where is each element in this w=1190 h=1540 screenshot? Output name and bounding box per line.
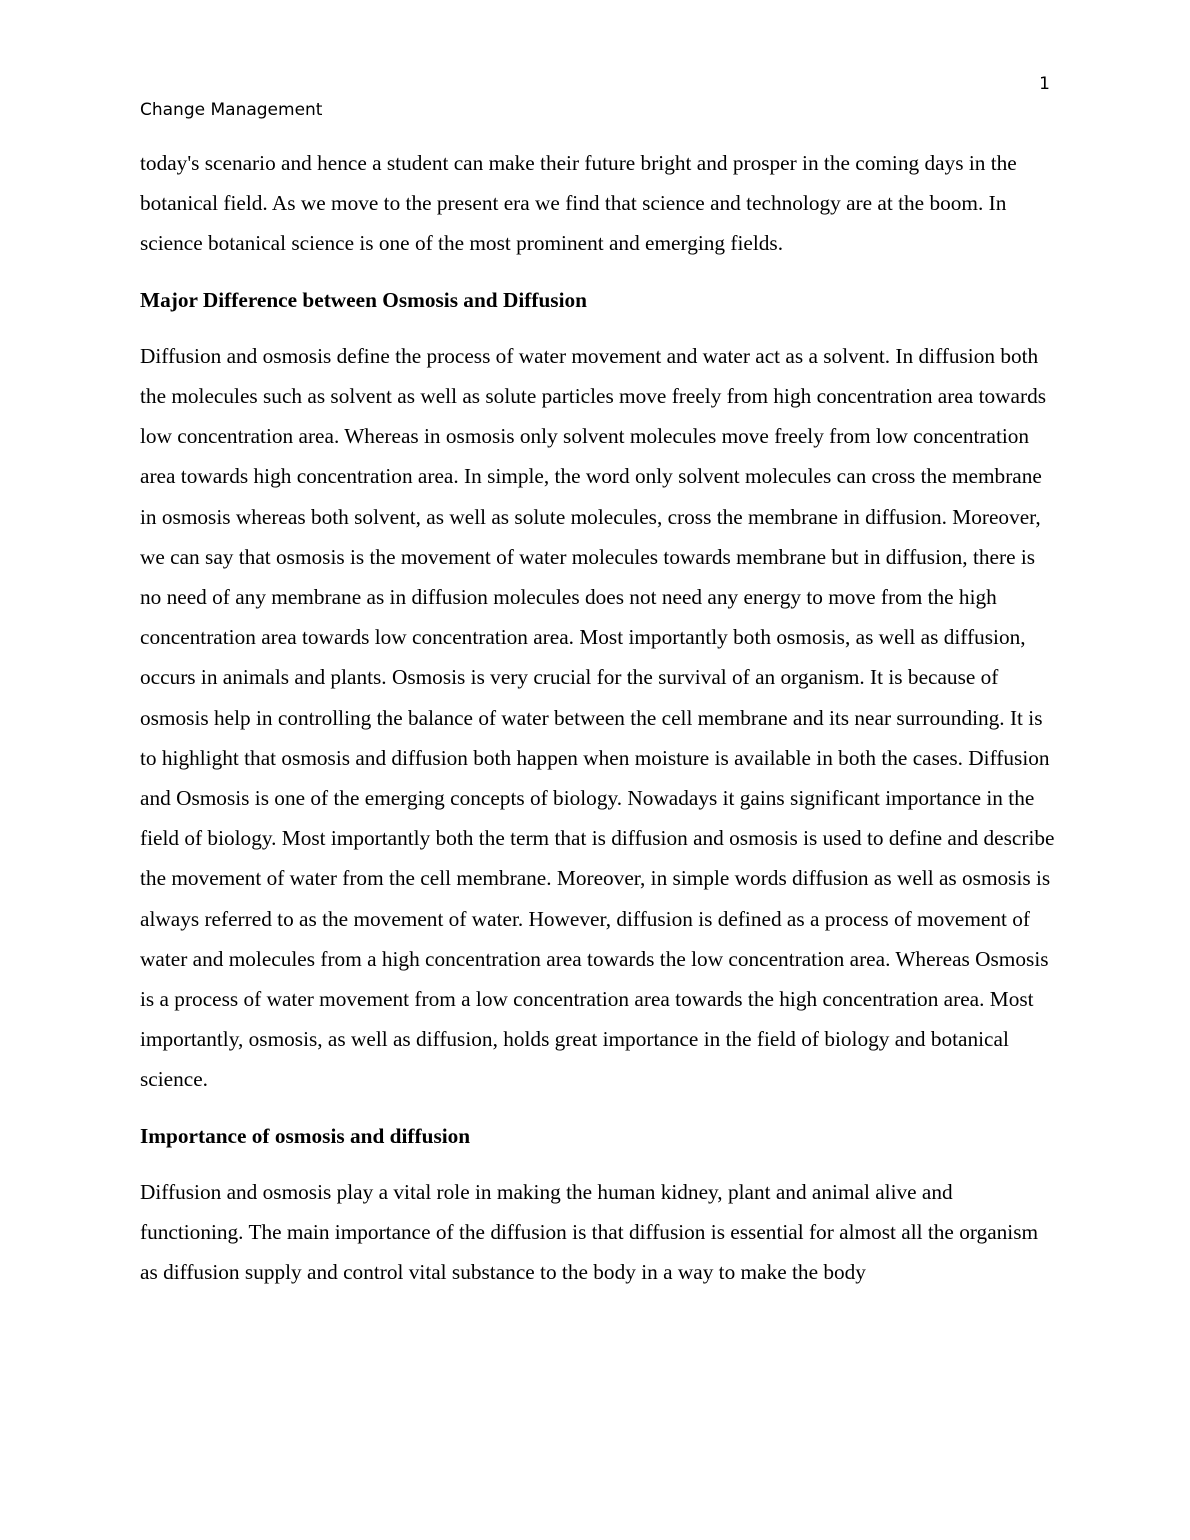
running-head-title: Change Management bbox=[140, 100, 323, 120]
page-number: 1 bbox=[1039, 74, 1050, 94]
paragraph-osmosis-vs-diffusion: Diffusion and osmosis define the process of water movement and water act as a solvent. In diffusion both the molecules such as solvent as well as solute particles move freely from high concentration area towards low concentration area. Whereas in osmosis only solvent molecules move freely from low concentration area towards high concentration area. In simple, the word only solvent molecules can cross the membrane in osmosis whereas both solvent, as well as solute molecules, cross the membrane in diffusion. Moreover, we can say that osmosis is the movement of water molecules towards membrane but in diffusion, there is no need of any membrane as in diffusion molecules does not need any energy to move from the high concentration area towards low concentration area. Most importantly both osmosis, as well as diffusion, occurs in animals and plants. Osmosis is very crucial for the survival of an organism. It is because of osmosis help in controlling the balance of water between the cell membrane and its near surrounding. It is to highlight that osmosis and diffusion both happen when moisture is available in both the cases. Diffusion and Osmosis is one of the emerging concepts of biology. Nowadays it gains significant importance in the field of biology. Most importantly both the term that is diffusion and osmosis is used to define and describe the movement of water from the cell membrane. Moreover, in simple words diffusion as well as osmosis is always referred to as the movement of water. However, diffusion is defined as a process of movement of water and molecules from a high concentration area towards the low concentration area. Whereas Osmosis is a process of water movement from a low concentration area towards the high concentration area. Most importantly, osmosis, as well as diffusion, holds great importance in the field of biology and botanical science. bbox=[140, 343, 1055, 1092]
paragraph-intro-continuation: today's scenario and hence a student can make their future bright and prosper in the coming days in the botanical field. As we move to the present era we find that science and technology are at the boom. In science botanical science is one of the most prominent and emerging fields. bbox=[140, 151, 1017, 256]
section-heading-importance: Importance of osmosis and diffusion bbox=[140, 1123, 471, 1148]
section-heading-major-difference: Major Difference between Osmosis and Diffusion bbox=[140, 287, 587, 312]
paragraph-importance: Diffusion and osmosis play a vital role in making the human kidney, plant and animal alive and functioning. The main importance of the diffusion is that diffusion is essential for almost all the organism as diffusion supply and control vital substance to the body in a way to make the body bbox=[140, 1179, 1039, 1285]
document-body bbox=[140, 143, 1060, 1308]
